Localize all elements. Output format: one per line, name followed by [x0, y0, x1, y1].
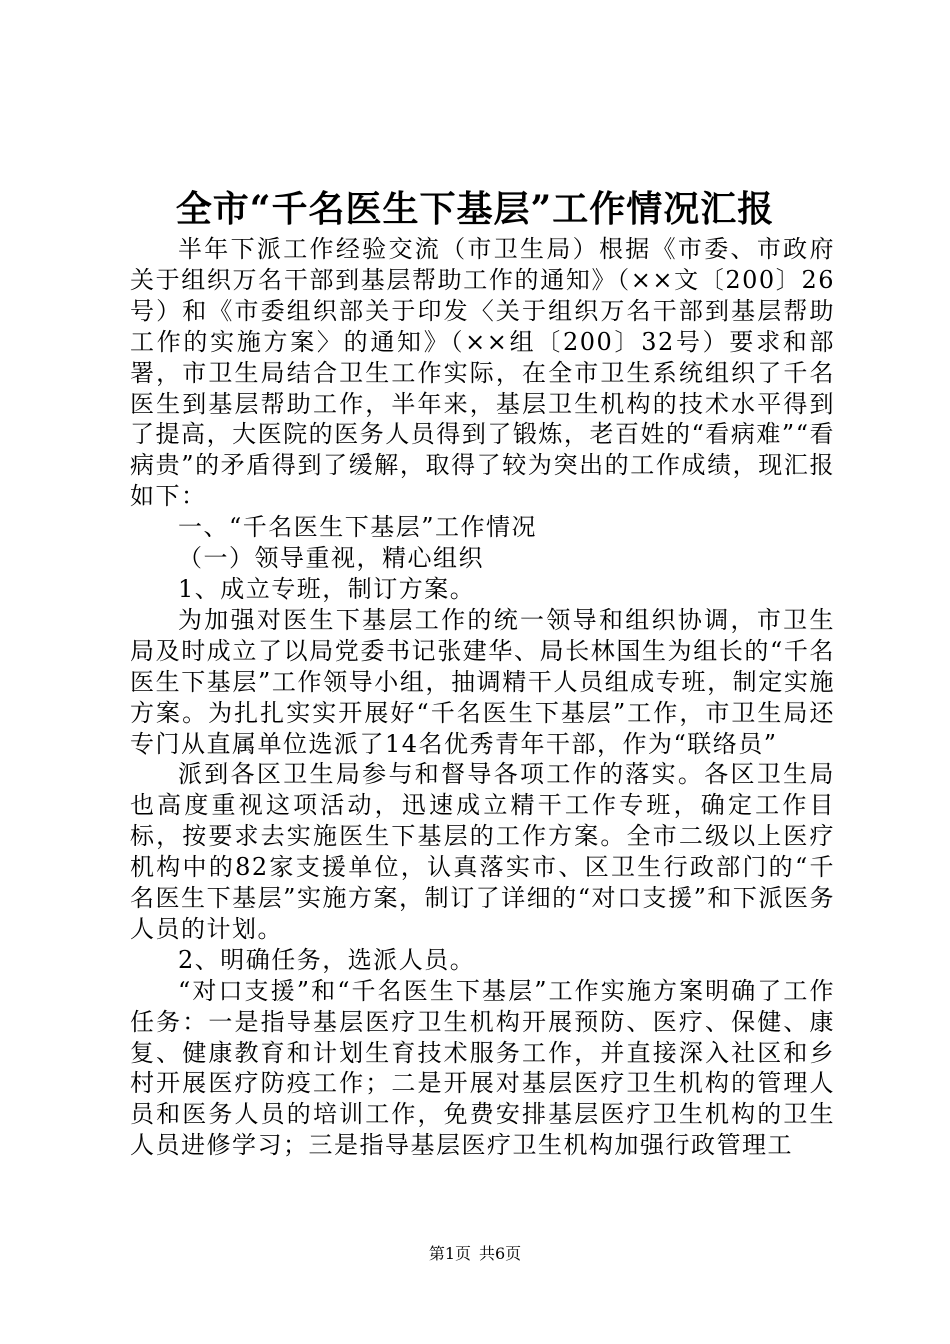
paragraph-intro: 半年下派工作经验交流（市卫生局）根据《市委、市政府关于组织万名干部到基层帮助工作的通知》（××文〔200〕26号）和《市委组织部关于印发〈关于组织万名干部到基层帮助工作的实施方案〉的通知》（××组〔200〕32号）要求和部署，市卫生局结合卫生工作实际，在全市卫生系统组织了千名医生到基层帮助工作，半年来，基层卫生机构的技术水平得到了提高，大医院的医务人员得到了锻炼，老百姓的“看病难”“看病贵”的矛盾得到了缓解，取得了较为突出的工作成绩，现汇报如下： — [130, 235, 835, 511]
page-total: 共6页 — [479, 1244, 522, 1263]
item-heading-1: 1、成立专班，制订方案。 — [178, 574, 476, 603]
document-title: 全市“千名医生下基层”工作情况汇报 — [175, 188, 775, 230]
subsection-heading-1: （一）领导重视，精心组织 — [178, 544, 484, 573]
section-heading-1: 一、“千名医生下基层”工作情况 — [178, 513, 538, 542]
paragraph-item-2: “对口支援”和“千名医生下基层”工作实施方案明确了工作任务：一是指导基层医疗卫生机构开展预防、医疗、保健、康复、健康教育和计划生育技术服务工作，并直接深入社区和乡村开展医疗防疫工作；二是开展对基层医疗卫生机构的管理人员和医务人员的培训工作，免费安排基层医疗卫生机构的卫生人员进修学习；三是指导基层医疗卫生机构加强行政管理工 — [130, 976, 835, 1160]
paragraph-item-1b: 派到各区卫生局参与和督导各项工作的落实。各区卫生局也高度重视这项活动，迅速成立精干工作专班，确定工作目标，按要求去实施医生下基层的工作方案。全市二级以上医疗机构中的82家支援单位，认真落实市、区卫生行政部门的“千名医生下基层”实施方案，制订了详细的“对口支援”和下派医务人员的计划。 — [130, 760, 835, 943]
page-number: 第1页 — [428, 1244, 471, 1263]
item-heading-2: 2、明确任务，选派人员。 — [178, 945, 476, 974]
paragraph-item-1a: 为加强对医生下基层工作的统一领导和组织协调，市卫生局及时成立了以局党委书记张建华、局长林国生为组长的“千名医生下基层”工作领导小组，抽调精干人员组成专班，制定实施方案。为扎扎实实开展好“千名医生下基层”工作，市卫生局还专门从直属单位选派了14名优秀青年干部，作为“联络员” — [130, 605, 835, 758]
document-body — [130, 234, 835, 1161]
page-footer — [0, 1242, 950, 1266]
